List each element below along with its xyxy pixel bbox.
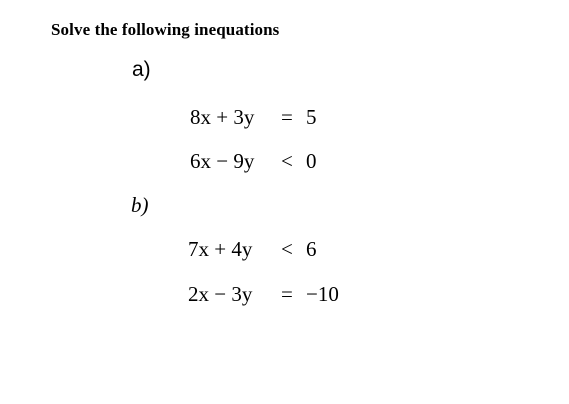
equation-relation: = xyxy=(281,282,293,306)
equation-relation: = xyxy=(281,105,293,129)
equation-relation: < xyxy=(281,237,293,261)
equation-lhs: 6x − 9y xyxy=(190,149,255,173)
part-b-label: b) xyxy=(131,193,149,217)
page-heading: Solve the following inequations xyxy=(51,20,280,39)
part-a-label: a) xyxy=(132,58,151,81)
equation-lhs: 8x + 3y xyxy=(190,105,255,129)
equation-rhs: 0 xyxy=(306,149,317,173)
equation-lhs: 2x − 3y xyxy=(188,282,253,306)
equation-rhs: −10 xyxy=(306,282,339,306)
equation-rhs: 5 xyxy=(306,105,317,129)
equation-lhs: 7x + 4y xyxy=(188,237,253,261)
equation-relation: < xyxy=(281,149,293,173)
equation-rhs: 6 xyxy=(306,237,317,261)
